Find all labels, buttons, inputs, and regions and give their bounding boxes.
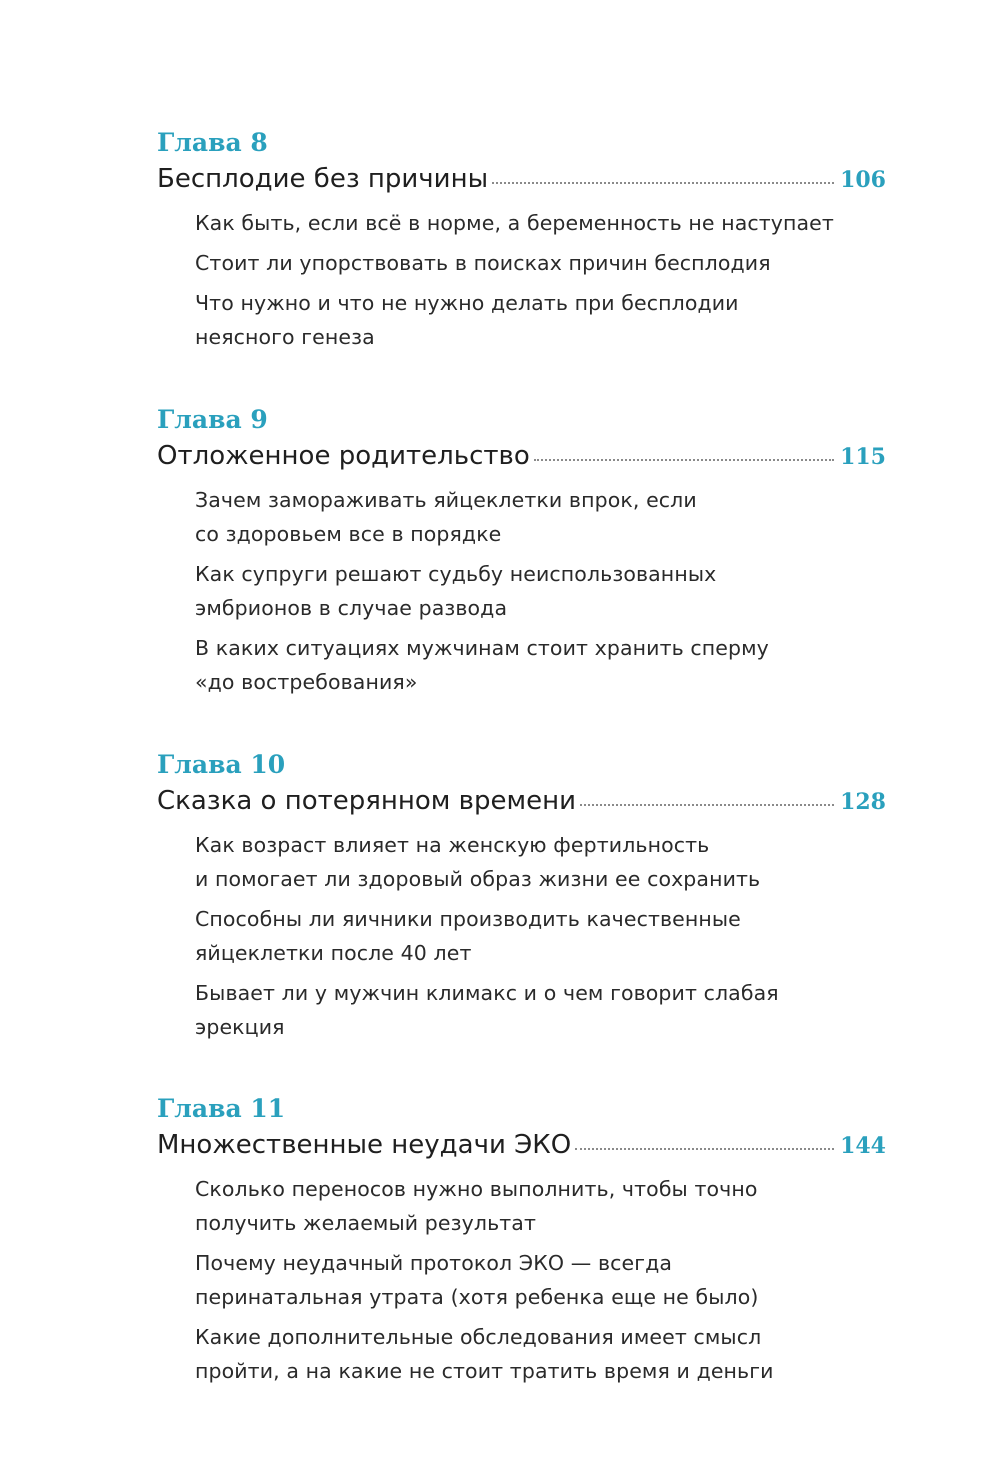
chapter-title: Отложенное родительство bbox=[157, 441, 530, 471]
topic-list bbox=[195, 206, 835, 360]
page-number: 106 bbox=[840, 167, 886, 193]
topic-line: Как супруги решают судьбу неиспользованных bbox=[195, 562, 717, 586]
chapter-title: Множественные неудачи ЭКО bbox=[157, 1130, 572, 1160]
dot-leader bbox=[575, 1148, 834, 1150]
topic-line: Как быть, если всё в норме, а беременность не наступает bbox=[195, 211, 834, 235]
topic-item bbox=[195, 1320, 835, 1388]
topic-line: пройти, а на какие не стоит тратить время и деньги bbox=[195, 1359, 774, 1383]
chapter-label: Глава 8 bbox=[157, 128, 268, 157]
topic-item bbox=[195, 1246, 835, 1314]
topic-item bbox=[195, 557, 835, 625]
topic-line: Как возраст влияет на женскую фертильность bbox=[195, 833, 710, 857]
topic-line: Сколько переносов нужно выполнить, чтобы точно bbox=[195, 1177, 758, 1201]
topic-line: получить желаемый результат bbox=[195, 1211, 536, 1235]
topic-line: эрекция bbox=[195, 1015, 285, 1039]
topic-line: Почему неудачный протокол ЭКО — всегда bbox=[195, 1251, 673, 1275]
topic-line: и помогает ли здоровый образ жизни ее сохранить bbox=[195, 867, 761, 891]
chapter-label: Глава 11 bbox=[157, 1094, 286, 1123]
page-number: 115 bbox=[840, 444, 886, 470]
chapter-title: Бесплодие без причины bbox=[157, 164, 489, 194]
topic-item bbox=[195, 1172, 835, 1240]
page-number: 144 bbox=[840, 1133, 886, 1159]
topic-line: Что нужно и что не нужно делать при бесплодии bbox=[195, 291, 739, 315]
topic-line: В каких ситуациях мужчинам стоит хранить сперму bbox=[195, 636, 769, 660]
topic-line: перинатальная утрата (хотя ребенка еще не было) bbox=[195, 1285, 759, 1309]
topic-item bbox=[195, 631, 835, 699]
topic-item bbox=[195, 902, 835, 970]
topic-line: Способны ли яичники производить качественные bbox=[195, 907, 741, 931]
chapter-label: Глава 10 bbox=[157, 750, 286, 779]
topic-item bbox=[195, 483, 835, 551]
topic-line: эмбрионов в случае развода bbox=[195, 596, 508, 620]
topic-list bbox=[195, 1172, 835, 1394]
topic-item bbox=[195, 206, 835, 240]
toc-entry[interactable] bbox=[157, 784, 886, 818]
topic-line: Бывает ли у мужчин климакс и о чем говорит слабая bbox=[195, 981, 779, 1005]
topic-list bbox=[195, 828, 835, 1050]
dot-leader bbox=[534, 459, 834, 461]
topic-line: Стоит ли упорствовать в поисках причин бесплодия bbox=[195, 251, 771, 275]
topic-line: «до востребования» bbox=[195, 670, 418, 694]
topic-line: Какие дополнительные обследования имеет смысл bbox=[195, 1325, 762, 1349]
topic-line: со здоровьем все в порядке bbox=[195, 522, 502, 546]
topic-line: яйцеклетки после 40 лет bbox=[195, 941, 472, 965]
chapter-label: Глава 9 bbox=[157, 405, 268, 434]
toc-entry[interactable] bbox=[157, 439, 886, 473]
topic-item bbox=[195, 286, 835, 354]
toc-entry[interactable] bbox=[157, 162, 886, 196]
page-number: 128 bbox=[840, 789, 886, 815]
toc-entry[interactable] bbox=[157, 1128, 886, 1162]
topic-item bbox=[195, 246, 835, 280]
topic-item bbox=[195, 828, 835, 896]
topic-list bbox=[195, 483, 835, 705]
chapter-title: Сказка о потерянном времени bbox=[157, 786, 576, 816]
topic-item bbox=[195, 976, 835, 1044]
topic-line: Зачем замораживать яйцеклетки впрок, если bbox=[195, 488, 697, 512]
dot-leader bbox=[580, 804, 834, 806]
dot-leader bbox=[492, 182, 834, 184]
topic-line: неясного генеза bbox=[195, 325, 375, 349]
